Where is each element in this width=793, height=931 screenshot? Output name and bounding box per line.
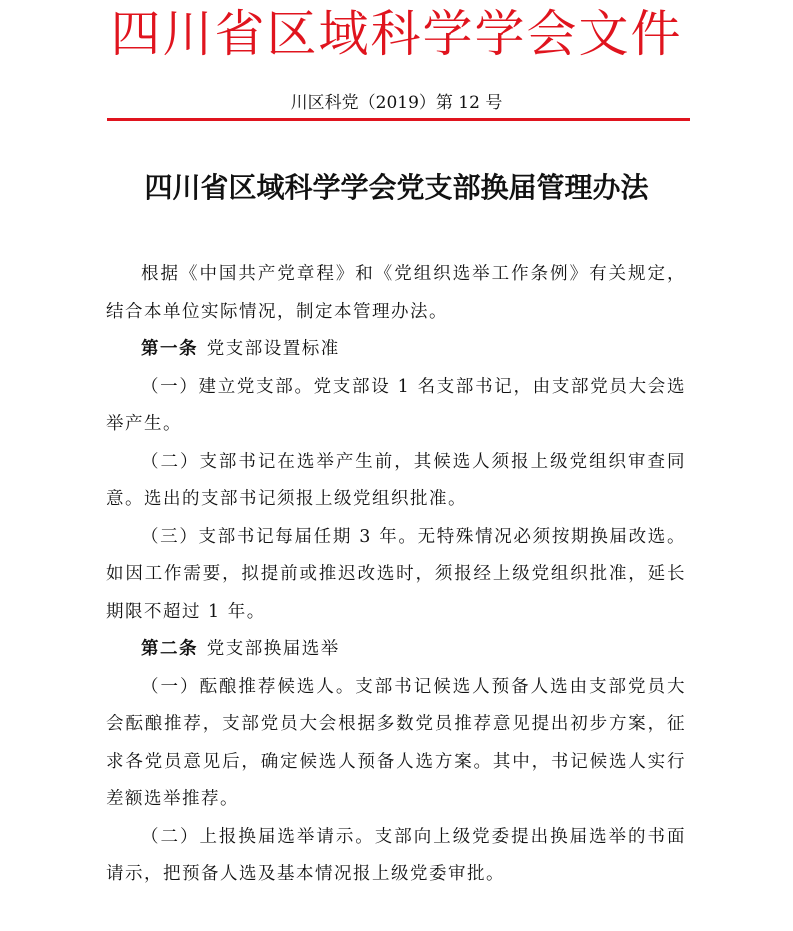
article-1-clause-1: （一）建立党支部。党支部设 1 名支部书记，由支部党员大会选举产生。 — [106, 376, 686, 434]
red-divider-line — [107, 118, 690, 121]
article-1-subject: 党支部设置标准 — [206, 339, 340, 359]
document-title: 四川省区域科学学会党支部换届管理办法 — [144, 171, 649, 204]
article-2-subject: 党支部换届选举 — [206, 639, 340, 659]
article-1-heading-line — [106, 331, 686, 369]
masthead-title: 四川省区域科学学会文件 — [110, 5, 683, 63]
document-body — [106, 256, 686, 894]
intro-paragraph: 根据《中国共产党章程》和《党组织选举工作条例》有关规定，结合本单位实际情况，制定本管理办法。 — [106, 264, 686, 322]
article-2-heading-line — [106, 631, 686, 669]
document-number: 川区科党（2019）第 12 号 — [290, 93, 503, 113]
article-1-number: 第一条 — [141, 339, 198, 359]
article-2-number: 第二条 — [141, 639, 198, 659]
article-2-clause-1: （一）酝酿推荐候选人。支部书记候选人预备人选由支部党员大会酝酿推荐，支部党员大会根据多数党员推荐意见提出初步方案，征求各党员意见后，确定候选人预备人选方案。其中，书记候选人实行差额选举推荐。 — [106, 676, 686, 809]
article-1-clause-3: （三）支部书记每届任期 3 年。无特殊情况必须按期换届改选。如因工作需要，拟提前或推迟改选时，须报经上级党组织批准，延长期限不超过 1 年。 — [106, 526, 686, 622]
article-1-clause-2: （二）支部书记在选举产生前，其候选人须报上级党组织审查同意。选出的支部书记须报上级党组织批准。 — [106, 451, 686, 509]
article-2-clause-2: （二）上报换届选举请示。支部向上级党委提出换届选举的书面请示，把预备人选及基本情况报上级党委审批。 — [106, 826, 686, 884]
